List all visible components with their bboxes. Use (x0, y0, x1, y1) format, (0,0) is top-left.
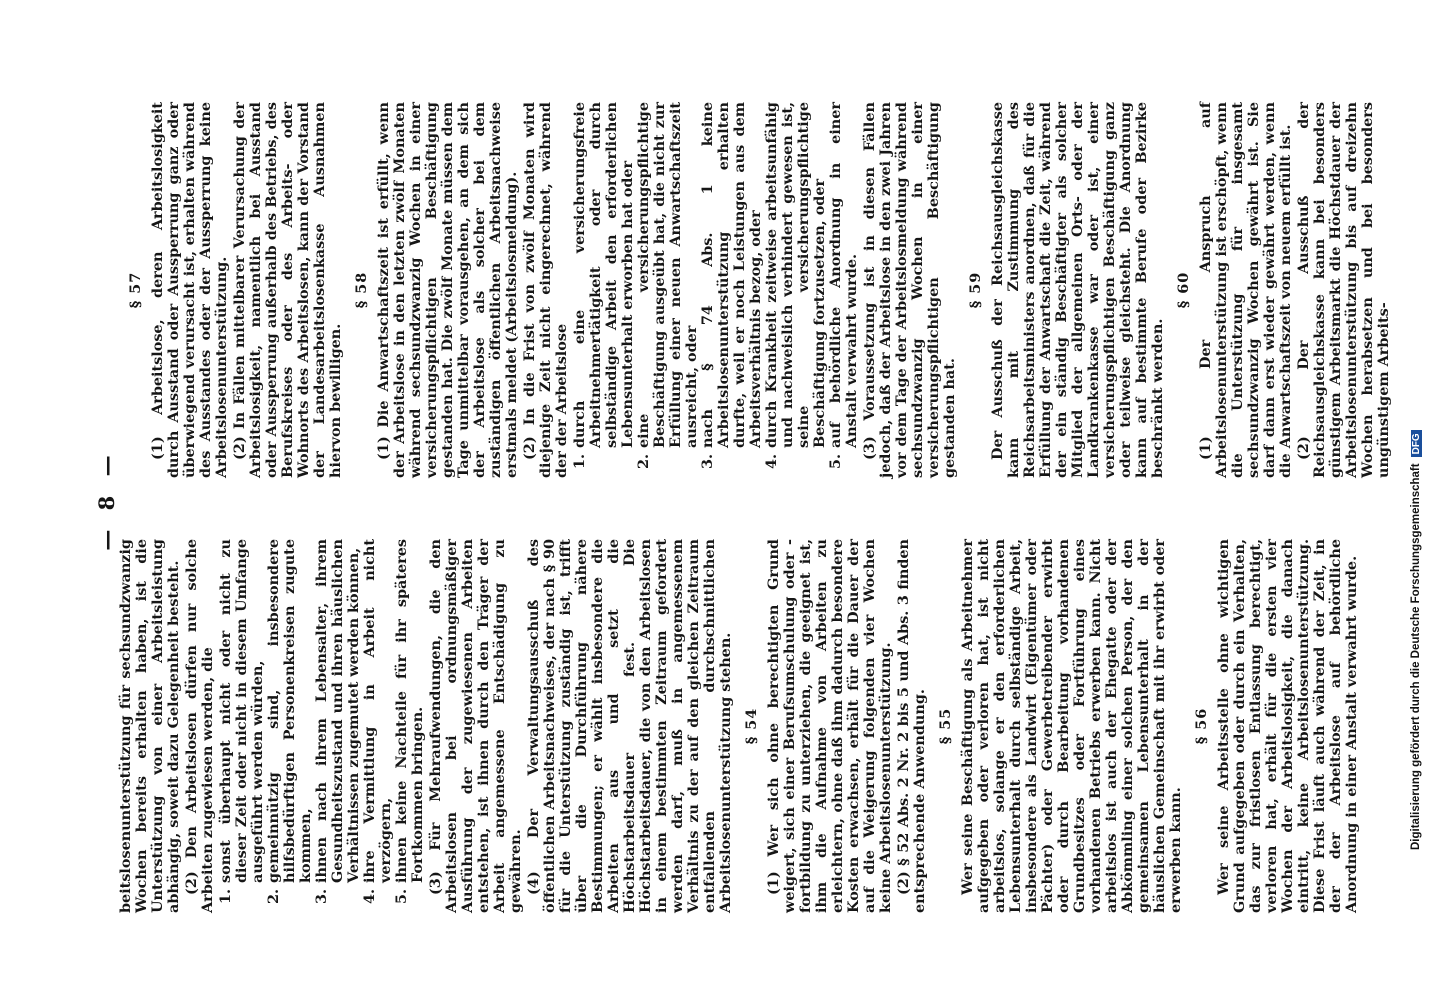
paragraph: (2) In die Frist von zwölf Monaten wird diejenige Zeit nicht eingerechnet, während der der Arbeitslose (521, 102, 570, 478)
paragraph: (3) Für Mehraufwendungen, die den Arbeitslosen bei ordnungsmäßiger Ausführung der zugewiesenen Arbeiten entstehen, ist ihnen durch den Träger der Arbeit angemessene Entschädigung zu gewähren. (427, 539, 524, 913)
paragraph: (1) Die Anwartschaftszeit ist erfüllt, wenn der Arbeitslose in den letzten zwölf Monaten während sechsundzwanzig Wochen in einer versicherungspflichtigen Beschäftigung gestanden hat. Die zwölf Monate müssen dem Tage unmittelbar vorausgehen, an dem sich der Arbeitslose als solcher bei dem zuständigen öffentlichen Arbeitsnachweise erstmals meldet (Arbeitslosmeldung). (375, 102, 520, 478)
paragraph: (1) Wer sich ohne berechtigten Grund weigert, sich einer Berufsumschulung oder -fortbildung zu unterziehen, die geeignet ist, ihm die Aufnahme von Arbeiten zu erleichtern, ohne daß ihm dadurch besondere Kosten erwachsen, erhält für die Dauer der auf die Weigerung folgenden vier Wochen keine Arbeitslosenunterstützung. (765, 539, 894, 913)
list-item-number: 4. (361, 889, 378, 905)
paragraph: (4) Der Verwaltungsausschuß des öffentlichen Arbeitsnachweises, der nach § 90 für die Unterstützung zuständig ist, trifft über die Durchführung nähere Bestimmungen; er wählt insbesondere die Arbeiten aus und setzt die Höchstarbeitsdauer fest. Die Höchstarbeitsdauer, die von den Arbeitslosen in einem bestimmten Zeitraum gefordert werden darf, muß in angemessenem Verhältnis zu der auf den gleichen Zeitraum entfallenden durchschnittlichen Arbeitslosenunterstützung stehen. (525, 539, 734, 913)
list-item-text: ihnen nach ihrem Lebensalter, ihrem Gesundheitszustand und ihren häuslichen Verhältnissen zugemutet werden können, (313, 539, 362, 883)
section-heading: § 57 (127, 271, 144, 309)
list-item (636, 102, 700, 478)
paragraph: (2) In Fällen mittelbarer Verursachung der Arbeitslosigkeit, namentlich bei Ausstand oder Aussperrung außerhalb des Betriebs, des Berufskreises oder des Arbeits- oder Wohnorts des Arbeitslosen, kann der Vorstand der Landesarbeitslosenkasse Ausnahmen hiervon bewilligen. (231, 102, 344, 478)
page-number: — 8 — (94, 449, 119, 551)
section-heading: § 56 (1193, 707, 1210, 745)
right-column (118, 102, 1392, 478)
list-item-text: auf behördliche Anordnung in einer Anstalt verwahrt wurde. (827, 102, 860, 448)
list-item (394, 539, 426, 913)
list-item-number: 3. (699, 454, 716, 470)
paragraph: (1) Der Anspruch auf Arbeitslosenunterstützung ist erschöpft, wenn die Unterstützung für insgesamt sechsundzwanzig Wochen gewährt ist. Sie darf dann erst wieder gewährt werden, wenn die Anwartschaftszeit von neuem erfüllt ist. (1197, 102, 1294, 478)
digitization-credit (1410, 150, 1422, 850)
list-item (314, 539, 362, 913)
list-item-number: 1. (217, 889, 234, 905)
list-item (700, 102, 764, 478)
list-item-number: 2. (635, 454, 652, 470)
list-item (828, 102, 860, 478)
list-item (266, 539, 314, 913)
section-heading: § 60 (1175, 271, 1192, 309)
list-item-text: gemeinnützig sind, insbesondere hilfsbedürftigen Personenkreisen zugute kommen, (265, 539, 314, 883)
numbered-list (572, 102, 860, 478)
list-item-text: durch eine versicherungsfreie Arbeitnehmertätigkeit oder durch selbständige Arbeit den erforderlichen Lebensunterhalt erworben hat oder (571, 102, 636, 448)
section-heading: § 58 (353, 271, 370, 309)
paragraph: Wer seine Beschäftigung als Arbeitnehmer aufgegeben oder verloren hat, ist nicht arbeitslos, solange er den erforderlichen Lebensunterhalt durch selbständige Arbeit, insbesondere als Landwirt (Eigentümer oder Pächter) oder Gewerbetreibender erwirbt oder durch Bearbeitung vorhandenen Grundbesitzes oder Fortführung eines vorhandenen Betriebs erwerben kann. Nicht arbeitslos ist auch der Ehegatte oder der Abkömmling einer solchen Person, der den gemeinsamen Lebensunterhalt in der häuslichen Gemeinschaft mit ihr erwirbt oder erwerben kann. (959, 539, 1184, 913)
paragraph: (2) § 52 Abs. 2 Nr. 2 bis 5 und Abs. 3 finden entsprechende Anwendung. (895, 539, 928, 913)
list-item-text: eine versicherungspflichtige Beschäftigung ausgeübt hat, die nicht zur Erfüllung einer neuen Anwartschaftszeit ausreicht, oder (635, 102, 700, 448)
list-item (218, 539, 266, 913)
paragraph: (2) Der Ausschuß der Reichsausgleichskasse kann bei besonders günstigem Arbeitsmarkt die Höchstdauer der Arbeitslosenunterstützung bis auf dreizehn Wochen herabsetzen und bei besonders ungünstigem Arbeits- (1295, 102, 1392, 478)
list-item (572, 102, 636, 478)
list-item-number: 2. (265, 889, 282, 905)
paragraph: beitslosenunterstützung für sechsundzwanzig Wochen bereits erhalten haben, ist die Unterstützung von einer Arbeitsleistung abhängig, soweit dazu Gelegenheit besteht. (117, 539, 182, 913)
list-item-number: 5. (393, 889, 410, 905)
list-item-number: 3. (313, 889, 330, 905)
list-item-number: 4. (763, 454, 780, 470)
list-item-number: 5. (827, 454, 844, 470)
digitization-credit-text: Digitalisierung gefördert durch die Deutsche Forschungsgemeinschaft (1410, 463, 1422, 850)
section-heading: § 55 (937, 707, 954, 745)
left-column (117, 539, 1360, 913)
paragraph: Wer seine Arbeitsstelle ohne wichtigen Grund aufgegeben oder durch ein Verhalten, das zur fristlosen Entlassung berechtigt, verloren hat, erhält für die ersten vier Wochen der Arbeitslosigkeit, die danach eintritt, keine Arbeitslosenunterstützung. Diese Frist läuft auch während der Zeit, in der der Arbeitslose auf behördliche Anordnung in einer Anstalt verwahrt wurde. (1215, 539, 1360, 913)
section-heading: § 54 (743, 707, 760, 745)
list-item-text: sonst überhaupt nicht oder nicht zu dieser Zeit oder nicht in diesem Umfange ausgeführt werden würden, (217, 539, 266, 883)
list-item-text: ihnen keine Nachteile für ihr späteres Fortkommen bringen. (393, 539, 426, 883)
list-item-text: nach § 74 Abs. 1 keine Arbeitslosenunterstützung erhalten durfte, weil er noch Leistungen aus dem Arbeitsverhältnis bezog, oder (699, 102, 764, 448)
list-item (764, 102, 828, 478)
paragraph: (2) Den Arbeitslosen dürfen nur solche Arbeiten zugewiesen werden, die (183, 539, 216, 913)
dfg-logo: DFG (1411, 430, 1422, 457)
list-item-number: 1. (571, 454, 588, 470)
list-item (362, 539, 394, 913)
list-item-text: ihre Vermittlung in Arbeit nicht verzögern, (361, 539, 394, 883)
list-item-text: durch Krankheit zeitweise arbeitsunfähig und nachweislich verhindert gewesen ist, seine versicherungspflichtige Beschäftigung fortzusetzen, oder (763, 102, 828, 448)
paragraph: (3) Voraussetzung ist in diesen Fällen jedoch, daß der Arbeitslose in den zwei Jahren vor dem Tage der Arbeitslosmeldung während sechsundzwanzig Wochen in einer versicherungspflichtigen Beschäftigung gestanden hat. (861, 102, 958, 478)
numbered-list (218, 539, 426, 913)
paragraph: (1) Arbeitslose, deren Arbeitslosigkeit durch Ausstand oder Aussperrung ganz oder überwiegend verursacht ist, erhalten während des Ausstandes oder der Aussperrung keine Arbeitslosenunterstützung. (149, 102, 230, 478)
section-heading: § 59 (967, 271, 984, 309)
paragraph: Der Ausschuß der Reichsausgleichskasse kann mit Zustimmung des Reichsarbeitsministers anordnen, daß für die Erfüllung der Anwartschaft die Zeit, während der ein ständig Beschäftigter als solcher Mitglied der allgemeinen Orts- oder der Landkrankenkasse war oder ist, einer versicherungspflichtigen Beschäftigung ganz oder teilweise gleichsteht. Die Anordnung kann auf bestimmte Berufe oder Bezirke beschränkt werden. (989, 102, 1166, 478)
